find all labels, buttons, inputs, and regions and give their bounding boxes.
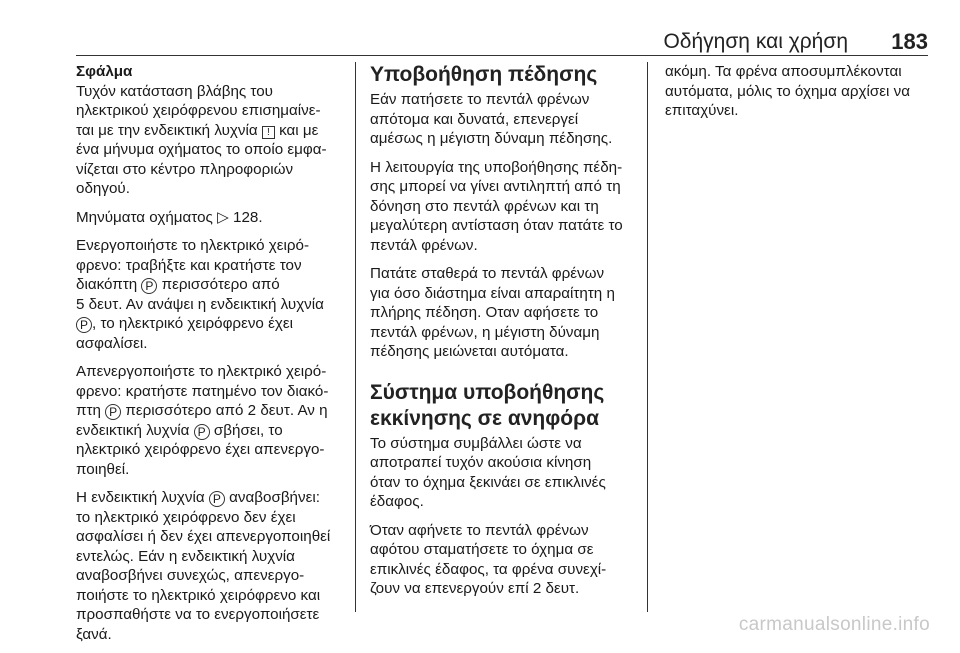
parking-brake-icon: P xyxy=(76,317,92,333)
column-3 xyxy=(665,62,930,130)
section-heading-hill-start: Σύστημα υποβοήθησης εκκίνησης σε ανηφόρα xyxy=(370,380,605,430)
brake-assist-p3: Πατάτε σταθερά το πεντάλ φρένων για όσο διάστημα είναι απαραίτητη η πλήρης πέδηση. Οταν αφήσετε το πεντάλ φρένων, η μέγιστη δύναμη πέδησης μειώνεται αυτόματα. xyxy=(370,265,615,360)
column-2 xyxy=(370,62,638,608)
parking-brake-icon: P xyxy=(105,404,121,420)
parking-brake-icon: P xyxy=(194,424,210,440)
page-number: 183 xyxy=(891,29,928,54)
section-heading-brake-assist: Υποβοήθηση πέδησης xyxy=(370,63,598,86)
header-divider xyxy=(76,55,928,56)
watermark: carmanualsonline.info xyxy=(738,614,930,635)
triangle-ref-icon: ▷ xyxy=(217,208,229,226)
activate-paragraph: Ενεργοποιήστε το ηλεκτρικό χειρό- φρενο: τραβήξτε και κρατήστε τον διακόπτη P περισσότερο από 5 δευτ. Αν ανάψει η ενδεικτική λυχνία P , το ηλεκτρικό χειρόφρενο έχει ασφαλίσει. xyxy=(76,237,324,352)
parking-brake-icon: P xyxy=(141,278,157,294)
column-divider-1 xyxy=(355,62,356,612)
parking-brake-icon: P xyxy=(209,491,225,507)
flashing-paragraph: Η ενδεικτική λυχνία P αναβοσβήνει: το ηλεκτρικό χειρόφρενο δεν έχει ασφαλίσει ή δεν έχει απενεργοποιηθεί εντελώς. Εάν η ενδεικτική λυχνία αναβοσβήνει συνεχώς, απενεργο- ποιήστε το ηλεκτρικό χειρόφρενο και προσπαθήστε να το ενεργοποιήσετε ξανά. xyxy=(76,489,331,643)
hill-start-p2: Όταν αφήνετε το πεντάλ φρένων αφότου σταματήσετε το όχημα σε επικλινές έδαφος, τα φρένα συνεχί- ζουν να επενεργούν επί 2 δευτ. xyxy=(370,521,607,597)
deactivate-paragraph: Απενεργοποιήστε το ηλεκτρικό χειρό- φρενο: κρατήστε πατημένο τον διακό- πτη P περισσότερο από 2 δευτ. Αν η ενδεικτική λυχνία P σβήσει, το ηλεκτρικό χειρόφρενο έχει απενεργο- ποιηθεί. xyxy=(76,363,329,478)
page-title: Οδήγηση και χρήση xyxy=(663,30,848,53)
section-heading-fault: Σφάλμα xyxy=(76,63,133,80)
page-header xyxy=(0,0,960,58)
hill-start-p1: Το σύστημα συμβάλλει ώστε να αποτραπεί τυχόν ακούσια κίνηση όταν το όχημα ξεκινάει σε επικλινές έδαφος. xyxy=(370,434,606,510)
brake-fault-icon: ! xyxy=(262,126,275,139)
fault-paragraph: Τυχόν κατάσταση βλάβης του ηλεκτρικού χειρόφρενου επισημαίνε- ται με την ενδεικτική λυχνία ! και με ένα μήνυμα οχήματος το οποίο εμφα- νίζεται στο κέντρο πληροφοριών οδηγού. xyxy=(76,82,327,197)
hill-start-continuation: ακόμη. Τα φρένα αποσυμπλέκονται αυτόματα, μόλις το όχημα αρχίσει να επιταχύνει. xyxy=(665,63,911,119)
vehicle-messages-ref: Μηνύματα οχήματος ▷ 128. xyxy=(76,208,263,226)
page-link[interactable]: 128. xyxy=(233,208,263,226)
column-1 xyxy=(76,62,348,653)
column-divider-2 xyxy=(647,62,648,612)
brake-assist-p2: Η λειτουργία της υποβοήθησης πέδη- σης μπορεί να γίνει αντιληπτή από τη δόνηση στο πεντάλ φρένων και τη μεγαλύτερη αντίσταση όταν πατάτε το πεντάλ φρένων. xyxy=(370,158,623,254)
brake-assist-p1: Εάν πατήσετε το πεντάλ φρένων απότομα και δυνατά, επενεργεί αμέσως η μέγιστη δύναμη πέδησης. xyxy=(370,91,613,147)
